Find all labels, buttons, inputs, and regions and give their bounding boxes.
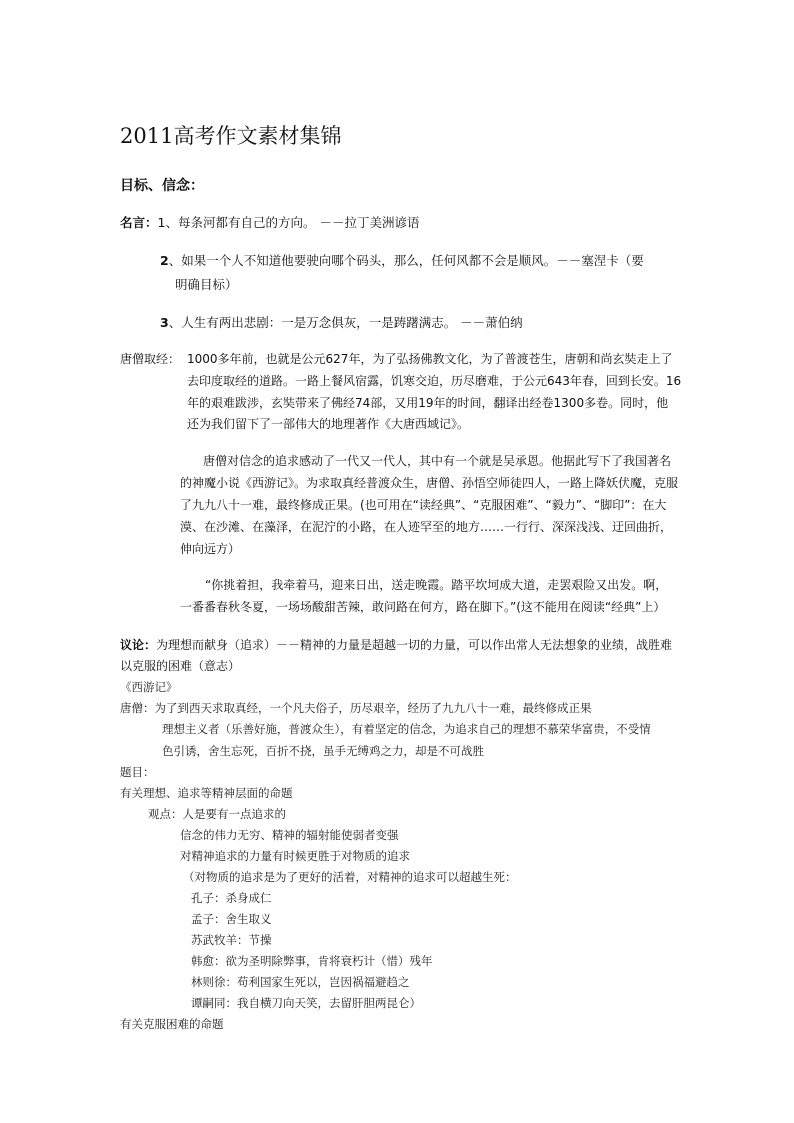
tang-p2-line: 漠、在沙滩、在藻泽，在泥泞的小路，在人迹罕至的地方……一行行、深深浅浅、迂回曲折， xyxy=(180,520,673,534)
note-line: 有关理想、追求等精神层面的命题 xyxy=(120,786,293,800)
quotes-label: 名言： xyxy=(120,215,158,230)
note-line: （对物质的追求是为了更好的活着，对精神的追求可以超越生死： xyxy=(183,870,517,884)
note-line: 信念的伟力无穷、精神的辐射能使弱者变强 xyxy=(180,828,399,842)
discussion-line-2: 以克服的困难（意志） xyxy=(120,659,241,673)
tang-p1-line: 去印度取经的道路。一路上餐风宿露，饥寒交迫，历尽磨难，于公元643年春，回到长安。16 xyxy=(187,374,682,388)
note-line: 韩愈：欲为圣明除弊事，肯将衰朽计（惜）残年 xyxy=(191,954,433,968)
discussion-label: 议论： xyxy=(120,638,157,652)
quote-2-line-2: 明确目标） xyxy=(175,277,238,292)
tang-p2-line: 的神魔小说《西游记》。为求取真经普渡众生，唐僧、孙悟空师徒四人，一路上降妖伏魔，克服 xyxy=(180,476,679,490)
section-heading-goals: 目标、信念： xyxy=(120,178,204,194)
note-line: 孔子：杀身成仁 xyxy=(191,891,272,905)
note-line: 理想主义者（乐善好施，普渡众生），有着坚定的信念，为追求自己的理想不慕荣华富贵，不受情 xyxy=(162,722,651,736)
note-line: 林则徐：苟利国家生死以，岂因祸福避趋之 xyxy=(191,975,410,989)
tang-p2-line: 唐僧对信念的追求感动了一代又一代人，其中有一个就是吴承恩。他据此写下了我国著名 xyxy=(203,454,672,468)
note-line: 《西游记》 xyxy=(120,680,178,694)
note-line: 苏武牧羊：节操 xyxy=(191,933,272,947)
tang-p3-line: 一番番春秋冬夏，一场场酸甜苦辣，敢问路在何方，路在脚下。”(这不能用在阅读“经典”上） xyxy=(180,600,666,614)
tang-p2-line: 了九九八十一难，最终修成正果。(也可用在“读经典”、“克服困难”、“毅力”、“脚印”：在大 xyxy=(180,498,667,512)
note-line: 谭嗣同：我自横刀向天笑，去留肝胆两昆仑） xyxy=(191,996,421,1010)
document-title: 2011高考作文素材集锦 xyxy=(120,124,342,148)
quote-2-line-1: 2、如果一个人不知道他要驶向哪个码头，那么，任何风都不会是顺风。－－塞涅卡（要 xyxy=(160,253,644,268)
tang-p1-line: 1000多年前，也就是公元627年，为了弘扬佛教文化，为了普渡苍生，唐朝和尚玄奘走上了 xyxy=(187,352,673,366)
tang-p3-line: “你挑着担，我牵着马，迎来日出，送走晚霞。踏平坎坷成大道，走罢艰险又出发。啊， xyxy=(205,578,668,592)
note-line: 观点：人是要有一点追求的 xyxy=(148,807,286,821)
discussion-line-1: 议论：为理想而献身（追求）－－精神的力量是超越一切的力量，可以作出常人无法想象的业绩，战胜难 xyxy=(120,638,673,652)
quote-1: 名言：1、每条河都有自己的方向。 －－拉丁美洲谚语 xyxy=(120,215,420,230)
tang-p1-line: 还为我们留下了一部伟大的地理著作《大唐西域记》。 xyxy=(187,417,470,431)
note-line: 题目： xyxy=(120,765,155,779)
tang-p2-line: 伸向远方） xyxy=(180,542,241,556)
tang-p1-line: 年的艰难跋涉，玄奘带来了佛经74部，又用19年的时间，翻译出经卷1300多卷。同时，他 xyxy=(187,396,669,410)
quote-3: 3、人生有两出悲剧：一是万念俱灰，一是踌躇满志。 －－萧伯纳 xyxy=(160,315,523,330)
note-line: 唐僧：为了到西天求取真经，一个凡夫俗子，历尽艰辛，经历了九九八十一难，最终修成正果 xyxy=(120,701,592,715)
tang-label: 唐僧取经： xyxy=(120,352,181,366)
note-line: 色引诱，舍生忘死，百折不挠，虽手无缚鸡之力，却是不可战胜 xyxy=(162,744,484,758)
note-line: 对精神追求的力量有时候更胜于对物质的追求 xyxy=(180,849,410,863)
note-line: 有关克服困难的命题 xyxy=(120,1017,224,1031)
note-line: 孟子：舍生取义 xyxy=(191,912,272,926)
